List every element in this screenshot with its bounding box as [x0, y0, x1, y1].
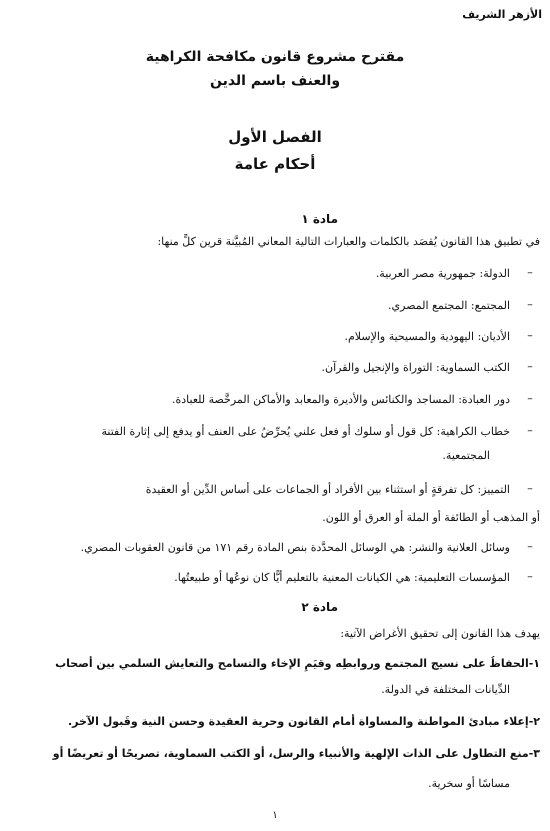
chapter-subtitle: أحكام عامة — [234, 155, 316, 173]
list-item: ٣-منع التطاول على الذات الإلهية والأنبياء والرسل، أو الكتب السماوية، تصريحًا أو تعريضًا أو — [52, 747, 540, 760]
article-2-heading: مادة ٢ — [301, 600, 338, 614]
list-item: التمييز: كل تفرقةٍ أو استثناء بين الأفراد أو الجماعات على أساس الدِّين أو العقيدة — [145, 483, 510, 496]
list-item: الأديان: اليهودية والمسيحية والإسلام. — [344, 330, 510, 343]
list-item: المؤسسات التعليمية: هي الكيانات المعنية بالتعليم أيًّا كان نوعُها أو طبيعتُها. — [174, 571, 510, 584]
list-item: دور العبادة: المساجد والكنائس والأديرة والمعابد والأماكن المرخَّصة للعبادة. — [171, 393, 510, 406]
list-item: ١-الحفاظُ على نسيج المجتمع وروابطِه وقيَمِ الإخاء والتسامح والتعايش السلمي بين أصحاب — [55, 657, 540, 670]
article-1-intro: في تطبيق هذا القانون يُقصَد بالكلمات والعبارات التالية المعاني المُبيَّنة قرين كلٍّ منها: — [157, 235, 540, 248]
article-1-heading: مادة ١ — [301, 212, 338, 226]
list-item: المجتمع: المجتمع المصري. — [388, 299, 510, 312]
list-dash: – — [527, 570, 533, 583]
chapter-title: الفصل الأول — [228, 128, 322, 146]
list-dash: – — [527, 329, 533, 342]
list-item: الدولة: جمهورية مصر العربية. — [375, 267, 510, 280]
page-number: ١ — [272, 810, 278, 821]
list-item: وسائل العلانية والنشر: هي الوسائل المحدَّدة بنص المادة رقم ١٧١ من قانون العقوبات المصري. — [80, 541, 510, 554]
list-item-continuation: مساسًا أو سخرية. — [428, 777, 510, 790]
document-title-line-1: مقترح مشروع قانون مكافحة الكراهية — [145, 49, 405, 65]
organization-name: الأزهر الشريف — [462, 8, 542, 21]
list-dash: – — [527, 266, 533, 279]
list-dash: – — [527, 540, 533, 553]
document-title-line-2: والعنف باسم الدين — [209, 73, 341, 89]
list-dash: – — [527, 482, 533, 495]
list-dash: – — [527, 298, 533, 311]
list-item-continuation: المجتمعية. — [442, 449, 490, 462]
list-item: ٢-إعلاء مبادئ المواطنة والمساواة أمام القانون وحرية العقيدة وحسن النية وقَبول الآخر. — [67, 715, 540, 728]
list-dash: – — [527, 360, 533, 373]
article-2-intro: يهدف هذا القانون إلى تحقيق الأغراض الآتية: — [340, 627, 540, 640]
list-item-continuation: أو المذهب أو الطائفة أو الملة أو العرق أو اللون. — [322, 511, 540, 524]
list-item-continuation: الدِّيانات المختلفة في الدولة. — [381, 683, 510, 696]
list-dash: – — [527, 392, 533, 405]
list-dash: – — [527, 424, 533, 437]
list-item: خطاب الكراهية: كل قول أو سلوك أو فعل علني يُحرِّضُ على العنف أو يدفع إلى إثارة الفتنة — [101, 425, 510, 438]
list-item: الكتب السماوية: التوراة والإنجيل والقرآن. — [321, 361, 510, 374]
